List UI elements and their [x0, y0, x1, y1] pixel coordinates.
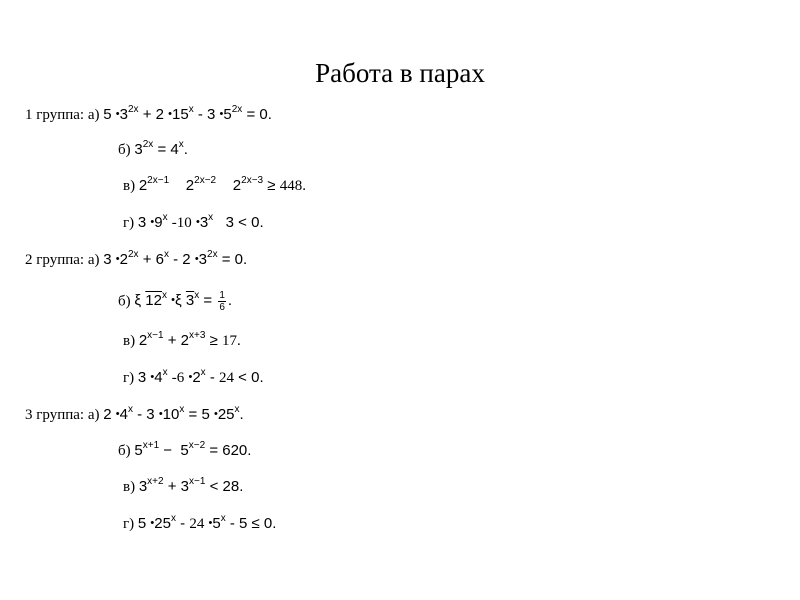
group-3-item-a	[25, 404, 244, 425]
item-letter: г)	[123, 516, 135, 532]
item-letter: б)	[118, 142, 131, 158]
group-1-item-d	[123, 212, 264, 233]
equation: ξ 12$^x$ •ξ $3^x$ = $\frac{1}{6}$ .	[134, 290, 233, 313]
equation: 5 •25$^x$ - 24 •5$^x$ - 5 ≤ 0.	[137, 513, 277, 532]
item-letter: в)	[123, 479, 136, 495]
item-letter: а)	[87, 107, 100, 123]
group-1-item-b	[118, 140, 188, 160]
equation: $2^{x-1} + 2^{x+3} \ge 17$.	[138, 330, 241, 349]
group-label: 2 группа:	[25, 252, 85, 268]
group-label: 1 группа:	[25, 107, 85, 123]
group-1-item-c	[123, 176, 306, 196]
group-3-item-b	[118, 441, 251, 461]
page-title: Работа в парах	[315, 58, 485, 88]
equation: $3^{x+2} + 3^{x-1} < 28$.	[138, 476, 244, 495]
item-letter: а)	[87, 407, 100, 423]
group-3-item-c	[123, 477, 243, 497]
equation: $3^{2x} = 4^x$.	[134, 139, 188, 158]
item-letter: б)	[118, 443, 131, 459]
item-letter: в)	[123, 333, 136, 349]
group-3-item-d	[123, 513, 276, 534]
group-2-item-a	[25, 249, 247, 270]
group-1-item-a	[25, 104, 272, 125]
item-letter: б)	[118, 293, 131, 310]
group-label: 3 группа:	[25, 407, 85, 423]
equation: 3 •4$^x$ -6 •2$^x$ - 24 < 0.	[137, 367, 264, 386]
equation: 2 •4$^x$ - 3 $•10^x = 5$ •25$^x$.	[103, 404, 244, 423]
group-2-item-c	[123, 331, 241, 351]
equation: $2^{2x-1}$ $2^{2x-2}$ $2^{2x-3} \ge 448$.	[138, 175, 306, 194]
equation: 3 •9$^x$ -10 •3$^x$ 3 < 0.	[137, 212, 264, 231]
equation: 3 $•2^{2x} + 6^x - 2$ $•3^{2x} = 0$.	[103, 249, 248, 268]
item-letter: а)	[87, 252, 100, 268]
item-letter: г)	[123, 370, 135, 386]
item-letter: в)	[123, 178, 136, 194]
group-2-item-b	[118, 290, 232, 313]
equation: 5 $•3^{2x} + 2$ •15$^x$ - 3 $•5^{2x} = 0$.	[103, 104, 272, 123]
group-2-item-d	[123, 367, 264, 388]
equation: $5^{x+1} - 5^{x-2} = 620$.	[134, 440, 252, 459]
item-letter: г)	[123, 215, 135, 231]
